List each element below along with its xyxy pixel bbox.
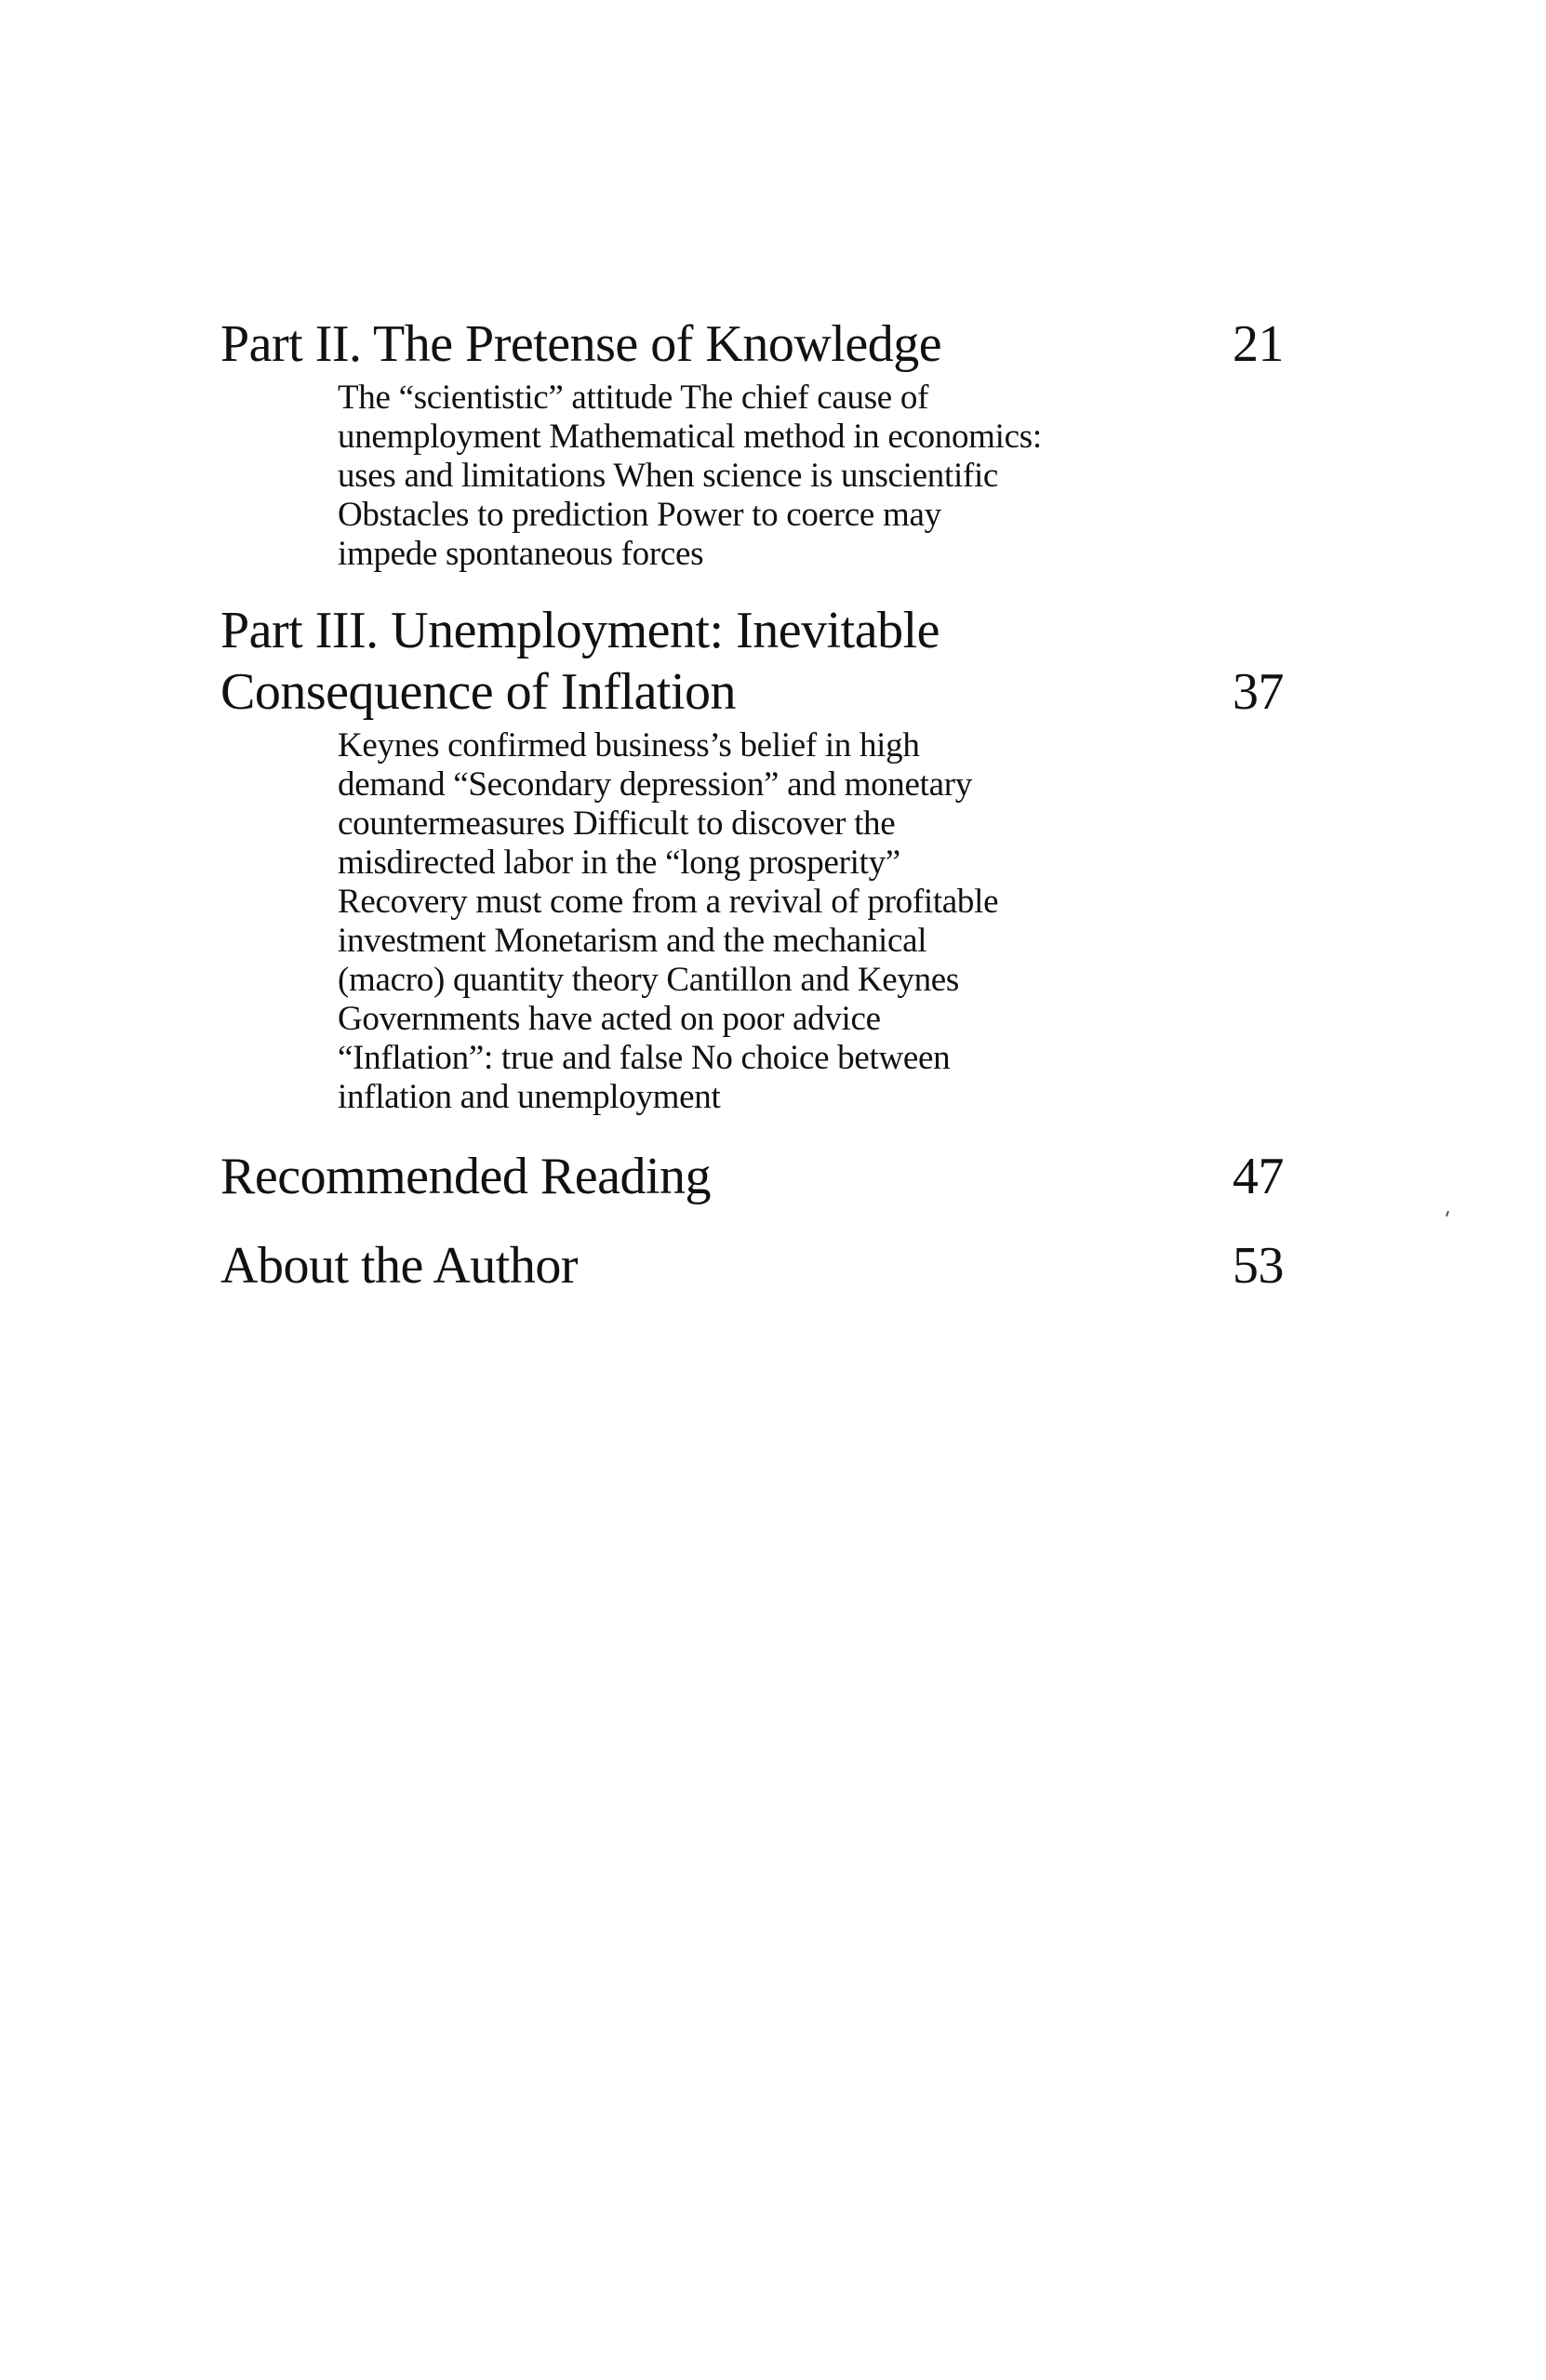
entry-heading [220, 600, 1284, 723]
description-line: impede spontaneous forces [338, 535, 704, 573]
entry-title [220, 1235, 1113, 1296]
entry-description [338, 726, 1100, 1117]
description-line: inflation and unemployment [338, 1078, 721, 1116]
entry-heading [220, 313, 1284, 375]
entry-title-line: Recommended Reading [220, 1148, 712, 1205]
toc-entry-part-2 [220, 313, 1284, 574]
page-number: 47 [1233, 1148, 1284, 1205]
page-number: 37 [1233, 663, 1284, 721]
description-line: Recovery must come from a revival of profitable [338, 883, 999, 921]
page-number: 53 [1233, 1237, 1284, 1295]
entry-title-line: Consequence of Inflation [220, 663, 737, 721]
entry-title [220, 313, 1113, 375]
entry-title [220, 600, 1113, 723]
entry-title [220, 1146, 1113, 1207]
description-line: investment Monetarism and the mechanical [338, 922, 927, 960]
page-number: 21 [1233, 315, 1284, 373]
entry-heading [220, 1146, 1284, 1207]
description-line: unemployment Mathematical method in economics: [338, 418, 1042, 456]
entry-description [338, 379, 1100, 574]
entry-title-line: Part III. Unemployment: Inevitable [220, 602, 940, 659]
entry-title-line: About the Author [220, 1237, 578, 1295]
description-line: Keynes confirmed business’s belief in high [338, 726, 920, 765]
scan-speck [1446, 1211, 1449, 1217]
description-line: The “scientistic” attitude The chief cause of [338, 379, 929, 417]
toc-entry-part-3 [220, 600, 1284, 1117]
entry-heading [220, 1235, 1284, 1296]
description-line: Obstacles to prediction Power to coerce may [338, 496, 941, 534]
description-line: countermeasures Difficult to discover the [338, 804, 896, 843]
description-line: “Inflation”: true and false No choice between [338, 1039, 951, 1077]
description-line: misdirected labor in the “long prosperity” [338, 844, 900, 882]
description-line: uses and limitations When science is unscientific [338, 457, 999, 495]
description-line: Governments have acted on poor advice [338, 1000, 881, 1038]
description-line: demand “Secondary depression” and monetary [338, 765, 972, 804]
description-line: (macro) quantity theory Cantillon and Keynes [338, 961, 960, 999]
toc-entry-about-author [220, 1235, 1284, 1296]
entry-title-line: Part II. The Pretense of Knowledge [220, 315, 942, 373]
toc-entry-recommended-reading [220, 1146, 1284, 1207]
